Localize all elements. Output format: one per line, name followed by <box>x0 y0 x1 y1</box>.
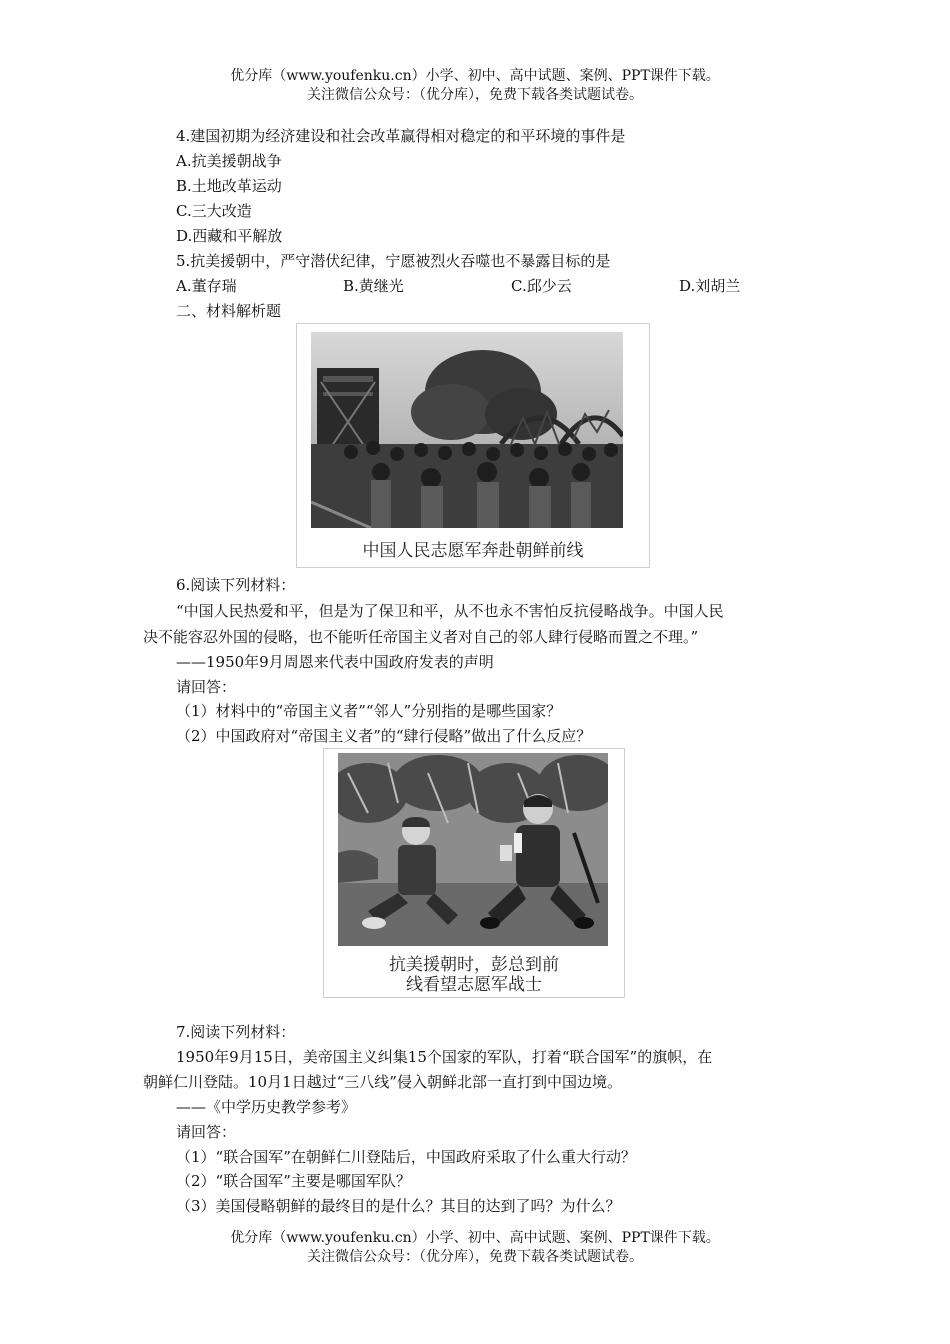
figure-volunteers-crossing-bridge <box>296 323 650 568</box>
q7-ask: 请回答： <box>176 1123 237 1141</box>
q7-text-line-2: 朝鲜仁川登陆。10月1日越过“三八线”侵入朝鲜北部一直打到中国边境。 <box>143 1073 622 1091</box>
q7-text-line-1: 1950年9月15日，美帝国主义纠集15个国家的军队，打着“联合国军”的旗帜，在 <box>176 1048 713 1066</box>
q4-option-b: B.土地改革运动 <box>176 177 282 195</box>
q6-sub-question-1: （1）材料中的“帝国主义者”“邻人”分别指的是哪些国家？ <box>176 702 562 720</box>
q4-option-c: C.三大改造 <box>176 202 252 220</box>
figure2-caption-line-2: 线看望志愿军战士 <box>406 975 542 995</box>
q5-option-d: D.刘胡兰 <box>679 277 741 295</box>
q5-option-a: A.董存瑞 <box>176 277 237 295</box>
figure2-caption-line-1: 抗美援朝时，彭总到前 <box>389 955 559 975</box>
footer-line-2: 关注微信公众号：（优分库），免费下载各类试题试卷。 <box>307 1249 643 1265</box>
q5-option-c: C.邱少云 <box>511 277 572 295</box>
q6-sub-question-2: （2）中国政府对“帝国主义者”的“肆行侵略”做出了什么反应？ <box>176 727 592 745</box>
figure1-caption: 中国人民志愿军奔赴朝鲜前线 <box>362 541 584 561</box>
q6-quote-line-2: 决不能容忍外国的侵略，也不能听任帝国主义者对自己的邻人肆行侵略而置之不理。” <box>143 628 699 646</box>
q4-stem: 4.建国初期为经济建设和社会改革赢得相对稳定的和平环境的事件是 <box>176 127 626 145</box>
q5-stem: 5.抗美援朝中，严守潜伏纪律，宁愿被烈火吞噬也不暴露目标的是 <box>176 252 611 270</box>
header-line-1: 优分库（www.youfenku.cn）小学、初中、高中试题、案例、PPT课件下载。 <box>230 68 720 84</box>
section-title: 二、材料解析题 <box>176 302 282 320</box>
q6-ask: 请回答： <box>176 678 237 696</box>
figure-peng-visits-soldiers <box>323 748 625 998</box>
bridge-photo <box>311 332 623 528</box>
header-line-2: 关注微信公众号：（优分库），免费下载各类试题试卷。 <box>307 87 643 103</box>
q7-sub-question-2: （2）“联合国军”主要是哪国军队？ <box>176 1172 411 1190</box>
q7-sub-question-3: （3）美国侵略朝鲜的最终目的是什么？其目的达到了吗？为什么？ <box>176 1197 621 1215</box>
bridge-photo-drawing <box>311 332 623 528</box>
q6-source: ——1950年9月周恩来代表中国政府发表的声明 <box>176 653 494 671</box>
soldiers-photo <box>338 753 608 946</box>
q7-sub-question-1: （1）“联合国军”在朝鲜仁川登陆后，中国政府采取了什么重大行动？ <box>176 1148 636 1166</box>
q5-option-b: B.黄继光 <box>343 277 404 295</box>
q6-quote-line-1: “中国人民热爱和平，但是为了保卫和平，从不也永不害怕反抗侵略战争。中国人民 <box>176 602 724 620</box>
q7-intro: 7.阅读下列材料： <box>176 1023 296 1041</box>
q7-source: ——《中学历史教学参考》 <box>176 1098 357 1116</box>
q6-intro: 6.阅读下列材料： <box>176 576 296 594</box>
q4-option-d: D.西藏和平解放 <box>176 227 283 245</box>
soldiers-photo-drawing <box>338 753 608 946</box>
q4-option-a: A.抗美援朝战争 <box>176 152 282 170</box>
footer-line-1: 优分库（www.youfenku.cn）小学、初中、高中试题、案例、PPT课件下载。 <box>230 1230 720 1246</box>
